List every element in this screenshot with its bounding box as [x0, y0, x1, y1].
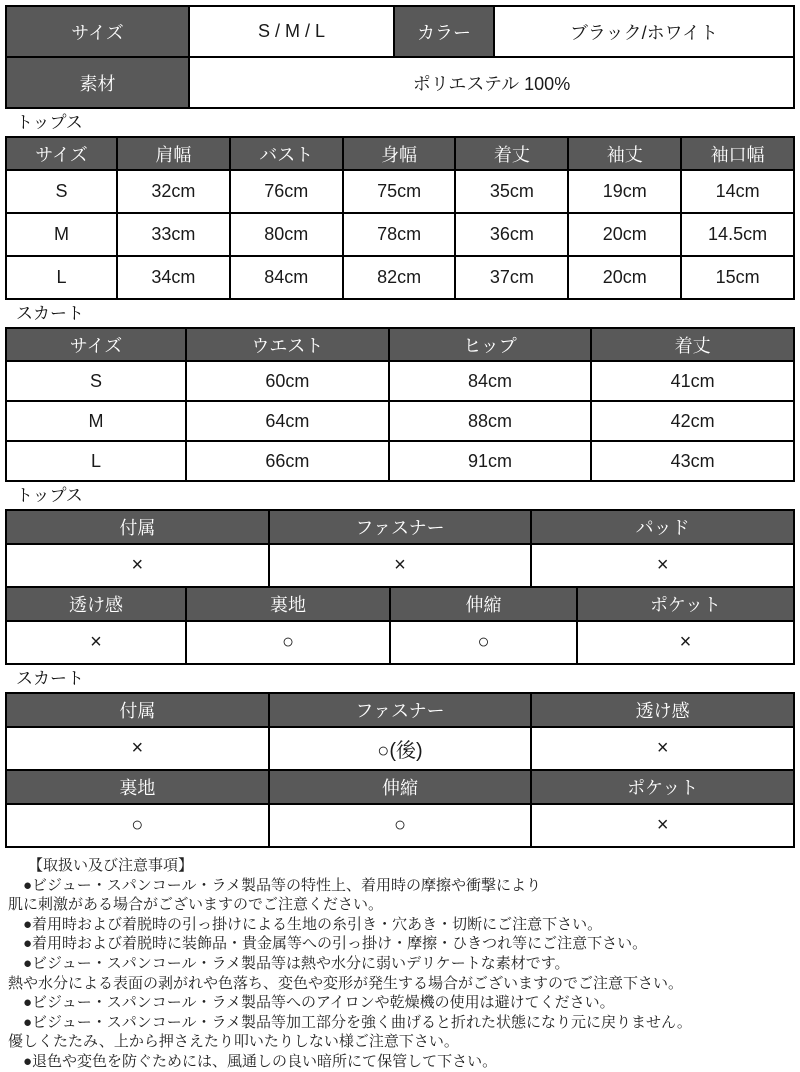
handling-notes	[0, 848, 800, 1072]
table-cell: 82cm	[343, 256, 456, 299]
table-cell: 80cm	[230, 213, 343, 256]
table-cell: S	[6, 361, 186, 401]
table-row	[6, 213, 794, 256]
table-cell: 42cm	[591, 401, 794, 441]
feature-mark: ×	[531, 804, 794, 847]
feature-mark: ×	[269, 544, 532, 587]
size-header: サイズ	[6, 6, 189, 57]
feature-mark: ×	[6, 727, 269, 770]
color-value: ブラック/ホワイト	[494, 6, 794, 57]
table-cell: 76cm	[230, 170, 343, 213]
feature-mark: ×	[6, 621, 186, 664]
skirt-features-section-label: スカート	[16, 669, 84, 688]
notes-title: 【取扱い及び注意事項】	[28, 857, 194, 874]
column-header: サイズ	[6, 137, 117, 170]
note-line: ●ビジュー・スパンコール・ラメ製品等へのアイロンや乾燥機の使用は避けてください。	[23, 994, 615, 1012]
feature-mark: ○	[186, 621, 390, 664]
note-line: 優しくたたみ、上から押さえたり叩いたりしない様ご注意下さい。	[8, 1033, 459, 1051]
column-header: 袖口幅	[681, 137, 794, 170]
column-header: ポケット	[577, 587, 794, 621]
note-line: ●退色や変色を防ぐためには、風通しの良い暗所にて保管して下さい。	[23, 1052, 498, 1070]
table-row	[6, 57, 794, 108]
table-row	[6, 621, 794, 664]
feature-mark: ×	[531, 544, 794, 587]
feature-mark: ×	[577, 621, 794, 664]
column-header: 着丈	[455, 137, 568, 170]
table-cell: 20cm	[568, 213, 681, 256]
column-header: ファスナー	[269, 693, 532, 727]
table-cell: 37cm	[455, 256, 568, 299]
column-header: 肩幅	[117, 137, 230, 170]
column-header: 付属	[6, 693, 269, 727]
tops-features-table-group1	[5, 509, 795, 588]
note-line: 肌に刺激がある場合がございますのでご注意ください。	[8, 896, 384, 914]
column-header: ファスナー	[269, 510, 532, 544]
column-header: パッド	[531, 510, 794, 544]
skirt-features-table-group1	[5, 692, 795, 771]
note-line: ●ビジュー・スパンコール・ラメ製品等の特性上、着用時の摩擦や衝撃により	[23, 876, 542, 894]
column-header: 身幅	[343, 137, 456, 170]
table-cell: S	[6, 170, 117, 213]
note-line: ●着用時および着脱時の引っ掛けによる生地の糸引き・穴あき・切断にご注意下さい。	[23, 915, 603, 933]
table-cell: 64cm	[186, 401, 389, 441]
table-cell: 41cm	[591, 361, 794, 401]
column-header: 着丈	[591, 328, 794, 361]
table-cell: 75cm	[343, 170, 456, 213]
column-header: バスト	[230, 137, 343, 170]
table-cell: M	[6, 213, 117, 256]
column-header: 裏地	[186, 587, 390, 621]
table-header-row	[6, 137, 794, 170]
table-row	[6, 361, 794, 401]
table-cell: 14cm	[681, 170, 794, 213]
skirt-features-table-group2	[5, 769, 795, 848]
material-value: ポリエステル 100%	[189, 57, 794, 108]
table-cell: 19cm	[568, 170, 681, 213]
size-value: S / M / L	[189, 6, 394, 57]
table-cell: 66cm	[186, 441, 389, 481]
table-cell: 33cm	[117, 213, 230, 256]
table-row	[6, 441, 794, 481]
table-row	[6, 256, 794, 299]
table-cell: L	[6, 441, 186, 481]
color-header: カラー	[394, 6, 494, 57]
column-header: ヒップ	[389, 328, 592, 361]
feature-mark: ○	[6, 804, 269, 847]
table-row	[6, 170, 794, 213]
column-header: サイズ	[6, 328, 186, 361]
material-header: 素材	[6, 57, 189, 108]
table-cell: 84cm	[389, 361, 592, 401]
tops-features-section-label: トップス	[16, 486, 83, 505]
table-row	[6, 804, 794, 847]
table-header-row	[6, 587, 794, 621]
table-cell: 78cm	[343, 213, 456, 256]
tops-section-label: トップス	[16, 113, 83, 132]
table-cell: 14.5cm	[681, 213, 794, 256]
table-cell: L	[6, 256, 117, 299]
column-header: 透け感	[531, 693, 794, 727]
table-cell: 34cm	[117, 256, 230, 299]
table-cell: 36cm	[455, 213, 568, 256]
table-cell: 32cm	[117, 170, 230, 213]
table-header-row	[6, 510, 794, 544]
feature-mark: ○	[269, 804, 532, 847]
tops-features-table-group2	[5, 586, 795, 665]
table-row	[6, 6, 794, 57]
column-header: 伸縮	[269, 770, 532, 804]
feature-mark: ×	[6, 544, 269, 587]
column-header: 伸縮	[390, 587, 577, 621]
table-header-row	[6, 693, 794, 727]
note-line: ●着用時および着脱時に装飾品・貴金属等への引っ掛け・摩擦・ひきつれ等にご注意下さい。	[23, 935, 648, 953]
column-header: ポケット	[531, 770, 794, 804]
table-cell: M	[6, 401, 186, 441]
table-cell: 15cm	[681, 256, 794, 299]
table-cell: 84cm	[230, 256, 343, 299]
column-header: ウエスト	[186, 328, 389, 361]
feature-mark: ○	[390, 621, 577, 664]
table-cell: 88cm	[389, 401, 592, 441]
feature-mark: ○(後)	[269, 727, 532, 770]
table-row	[6, 401, 794, 441]
table-cell: 20cm	[568, 256, 681, 299]
table-cell: 91cm	[389, 441, 592, 481]
feature-mark: ×	[531, 727, 794, 770]
column-header: 付属	[6, 510, 269, 544]
table-row	[6, 727, 794, 770]
table-row	[6, 544, 794, 587]
table-header-row	[6, 328, 794, 361]
table-cell: 60cm	[186, 361, 389, 401]
note-line: 熱や水分による表面の剥がれや色落ち、変色や変形が発生する場合がございますのでご注意下さい。	[8, 974, 684, 992]
column-header: 透け感	[6, 587, 186, 621]
note-line: ●ビジュー・スパンコール・ラメ製品等は熱や水分に弱いデリケートな素材です。	[23, 954, 570, 972]
product-info-table	[5, 5, 795, 109]
skirt-section-label: スカート	[16, 304, 84, 323]
skirt-measurement-table	[5, 327, 795, 482]
table-header-row	[6, 770, 794, 804]
table-cell: 35cm	[455, 170, 568, 213]
column-header: 裏地	[6, 770, 269, 804]
note-line: ●ビジュー・スパンコール・ラメ製品等加工部分を強く曲げると折れた状態になり元に戻りません。	[23, 1013, 692, 1031]
table-cell: 43cm	[591, 441, 794, 481]
column-header: 袖丈	[568, 137, 681, 170]
tops-measurement-table	[5, 136, 795, 300]
